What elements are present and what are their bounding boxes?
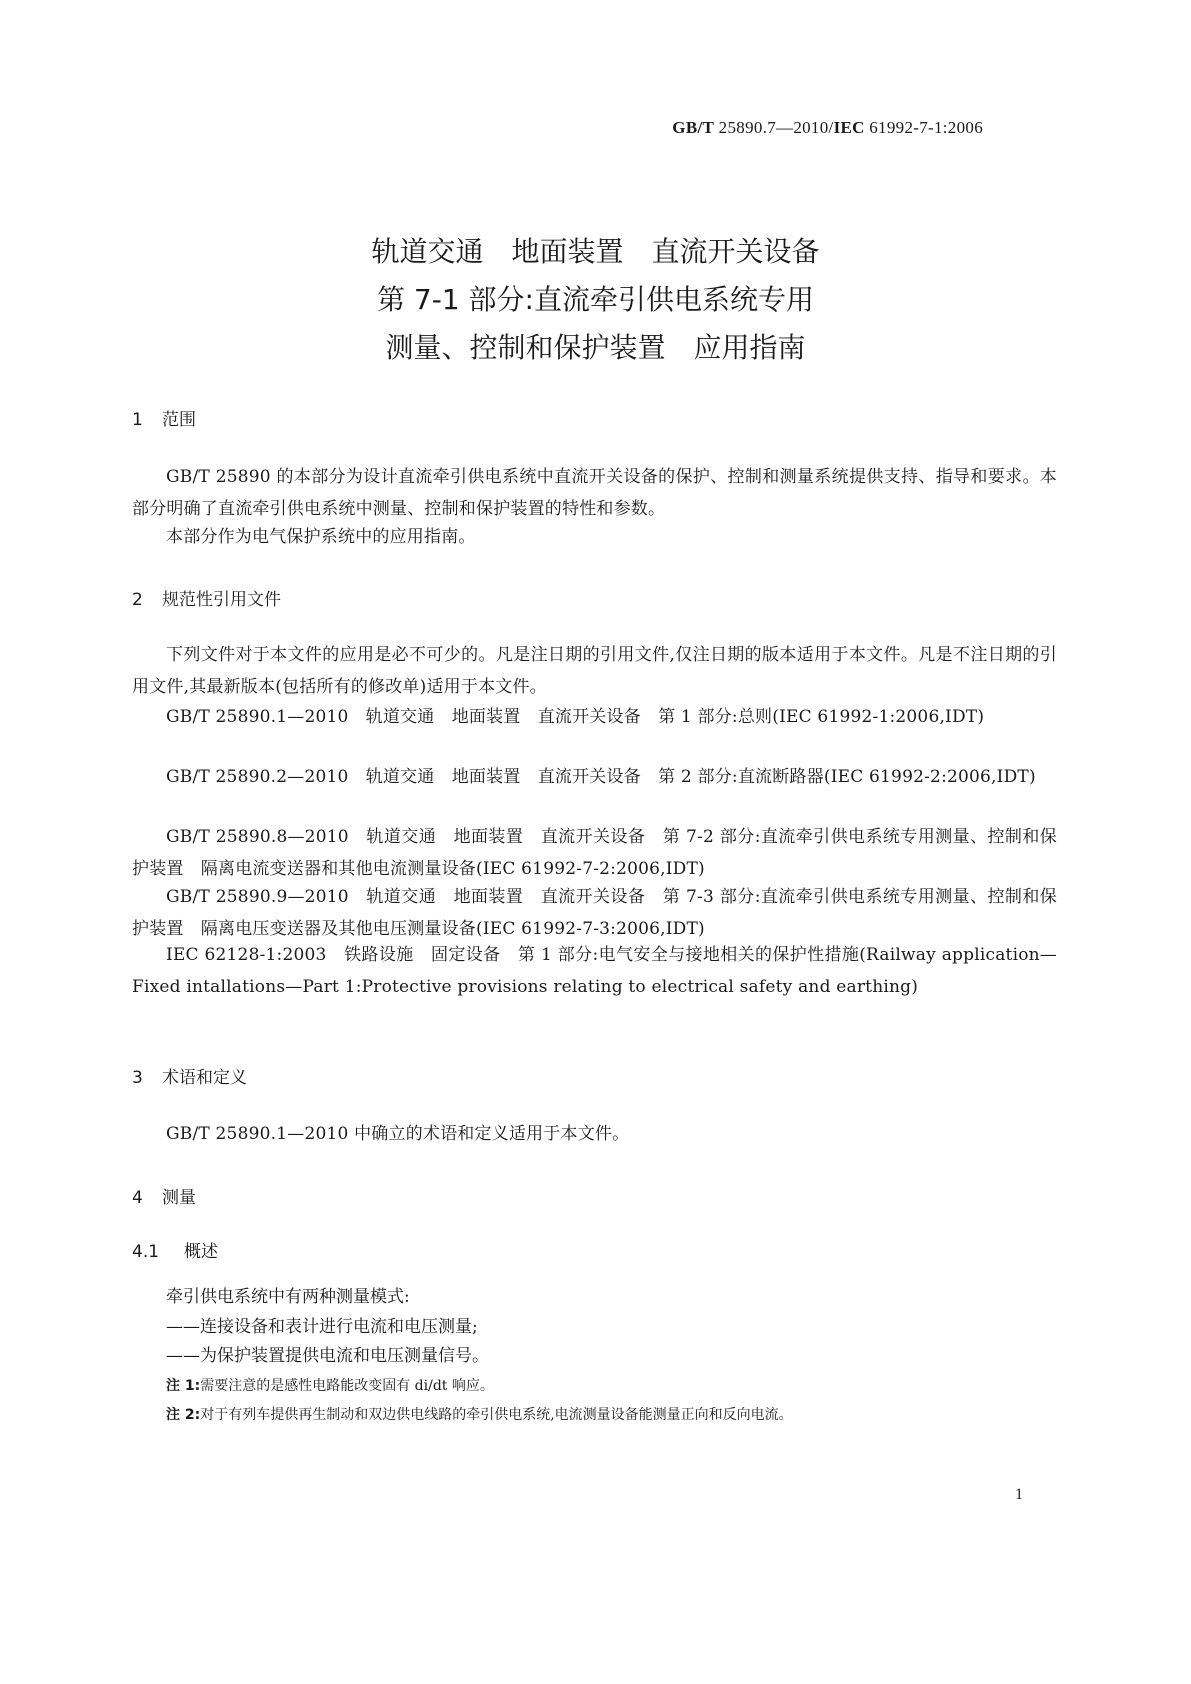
section-2-paragraph-1: 下列文件对于本文件的应用是必不可少的。凡是注日期的引用文件,仅注日期的版本适用于本文件。凡是不注日期的引用文件,其最新版本(包括所有的修改单)适用于本文件。 bbox=[132, 645, 1057, 697]
section-4-heading: 4 测量 bbox=[132, 1188, 196, 1208]
document-code-header: GB/T 25890.7—2010/IEC 61992-7-1:2006 bbox=[672, 118, 983, 137]
document-title bbox=[0, 228, 1191, 372]
section-4-1-heading: 4.1 概述 bbox=[132, 1242, 218, 1262]
reference-item: GB/T 25890.9—2010 轨道交通 地面装置 直流开关设备 第 7-3 部分:直流牵引供电系统专用测量、控制和保护装置 隔离电压变送器及其他电压测量设备(IEC 61992-7-3:2006,IDT) bbox=[132, 887, 1057, 939]
page-number: 1 bbox=[1015, 1486, 1023, 1503]
section-3-heading: 3 术语和定义 bbox=[132, 1068, 247, 1088]
title-line-2: 第 7-1 部分:直流牵引供电系统专用 bbox=[377, 283, 814, 316]
section-2-heading: 2 规范性引用文件 bbox=[132, 590, 281, 610]
reference-item: GB/T 25890.2—2010 轨道交通 地面装置 直流开关设备 第 2 部分:直流断路器(IEC 61992-2:2006,IDT) bbox=[166, 767, 1036, 787]
section-1-heading: 1 范围 bbox=[132, 410, 196, 430]
list-item: ——连接设备和表计进行电流和电压测量; bbox=[166, 1317, 478, 1337]
section-1-paragraph-1: GB/T 25890 的本部分为设计直流牵引供电系统中直流开关设备的保护、控制和测量系统提供支持、指导和要求。本部分明确了直流牵引供电系统中测量、控制和保护装置的特性和参数。 bbox=[132, 467, 1057, 519]
reference-item: GB/T 25890.8—2010 轨道交通 地面装置 直流开关设备 第 7-2 部分:直流牵引供电系统专用测量、控制和保护装置 隔离电流变送器和其他电流测量设备(IEC 61992-7-2:2006,IDT) bbox=[132, 827, 1057, 879]
note-1: 注 1:需要注意的是感性电路能改变固有 di/dt 响应。 bbox=[166, 1378, 494, 1394]
section-3-paragraph-1: GB/T 25890.1—2010 中确立的术语和定义适用于本文件。 bbox=[166, 1124, 630, 1144]
section-1-paragraph-2: 本部分作为电气保护系统中的应用指南。 bbox=[166, 527, 476, 547]
title-line-3: 测量、控制和保护装置 应用指南 bbox=[385, 331, 806, 364]
section-4-1-intro: 牵引供电系统中有两种测量模式: bbox=[166, 1287, 410, 1307]
list-item: ——为保护装置提供电流和电压测量信号。 bbox=[166, 1346, 489, 1366]
note-2: 注 2:对于有列车提供再生制动和双边供电线路的牵引供电系统,电流测量设备能测量正向和反向电流。 bbox=[166, 1407, 793, 1423]
title-line-1: 轨道交通 地面装置 直流开关设备 bbox=[371, 235, 820, 268]
reference-item: GB/T 25890.1—2010 轨道交通 地面装置 直流开关设备 第 1 部分:总则(IEC 61992-1:2006,IDT) bbox=[166, 707, 985, 727]
reference-item: IEC 62128-1:2003 铁路设施 固定设备 第 1 部分:电气安全与接地相关的保护性措施(Railway application—Fixed intallations—Part 1:Protective provisions relating to electrical safety and earthing) bbox=[132, 945, 1057, 997]
